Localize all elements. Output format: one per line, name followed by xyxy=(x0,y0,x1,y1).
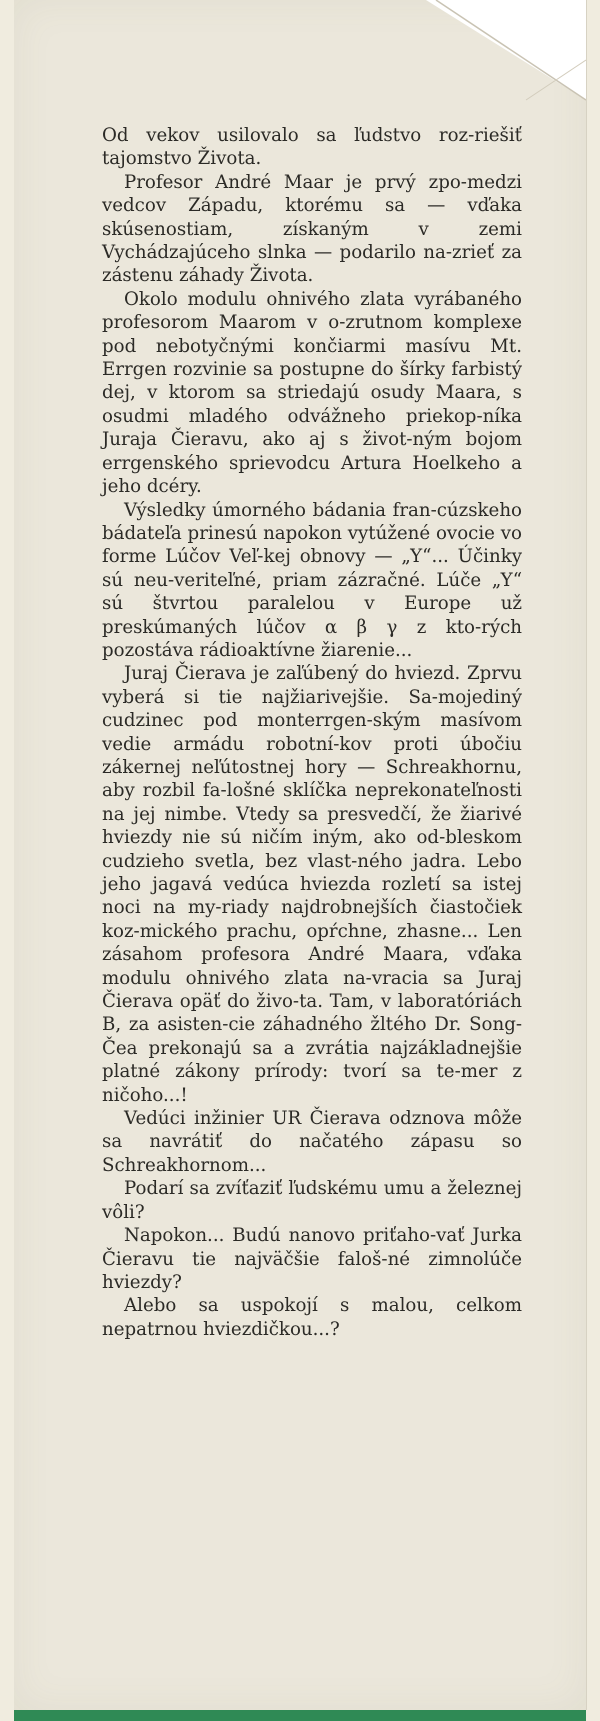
paragraph-1: Od vekov usilovalo sa ľudstvo roz-riešiť tajomstvo Života. xyxy=(102,125,522,170)
paragraph-3: Okolo modulu ohnivého zlata vyrábaného profesorom Maarom v o-zrutnom komplexe pod nebotyčnými končiarmi masívu Mt. Errgen rozvinie sa postupne do šírky farbistý dej, v ktorom sa striedajú osudy Maara, s osudmi mladého odvážneho priekop-níka Juraja Čieravu, ako aj s život-ným bojom errgenského sprievodcu Artura Hoelkeho a jeho dcéry. xyxy=(102,288,522,498)
paragraph-4: Výsledky úmorného bádania fran-cúzskeho bádateľa prinesú napokon vytúžené ovocie vo forme Lúčov Veľ-kej obnovy — „Y“... Účinky sú neu-veriteľné, priam zázračné. Lúče „Y“ sú štvrtou paralelou v Europe už preskúmaných lúčov α β γ z kto-rých pozostáva rádioaktívne žiarenie... xyxy=(102,499,522,661)
paragraph-6: Vedúci inžinier UR Čierava odznova môže sa navrátiť do načatého zápasu so Schreakhornom... xyxy=(102,1108,522,1176)
paragraph-5: Juraj Čierava je zaľúbený do hviezd. Zprvu vyberá si tie najžiarivejšie. Sa-mojediný cudzinec pod monterrgen-ským masívom vedie armádu robotní-kov proti úbočiu zákernej neľútostnej hory — Schreakhornu, aby rozbil fa-lošné sklíčka neprekonateľnosti na jej nimbe. Vtedy sa presvedčí, že žiarivé hviezdy nie sú ničím iným, ako od-bleskom cudzieho svetla, bez vlast-ného jadra. Lebo jeho jagavá vedúca hviezda rozletí sa istej noci na my-riady najdrobnejších čiastočiek koz-mického prachu, opŕchne, zhasne... Len zásahom profesora André Maara, vďaka modulu ohnivého zlata na-vracia sa Juraj Čierava opäť do živo-ta. Tam, v laboratóriách B, za asisten-cie záhadného žltého Dr. Song-Čea prekonajú sa a zvrátia najzákladnejšie platné zákony prírody: tvorí sa te-mer z ničoho...! xyxy=(102,663,522,1106)
blurb-text xyxy=(102,124,522,1341)
paragraph-2: Profesor André Maar je prvý zpo-medzi vedcov Západu, ktorému sa — vďaka skúsenostiam, získaným v zemi Vychádzajúceho slnka — podarilo na-zrieť za zástenu záhady Života. xyxy=(102,171,522,287)
paragraph-8: Napokon... Budú nanovo priťaho-vať Jurka Čieravu tie najväčšie faloš-né zimnolúče hviezdy? xyxy=(102,1225,522,1293)
book-flap-page xyxy=(14,0,587,1710)
corner-crease-line xyxy=(396,0,586,105)
paragraph-9: Alebo sa uspokojí s malou, celkom nepatrnou hviezdičkou...? xyxy=(102,1295,522,1340)
cover-bottom-edge xyxy=(14,1710,586,1721)
paragraph-7: Podarí sa zvíťaziť ľudskému umu a železnej vôli? xyxy=(102,1178,522,1223)
